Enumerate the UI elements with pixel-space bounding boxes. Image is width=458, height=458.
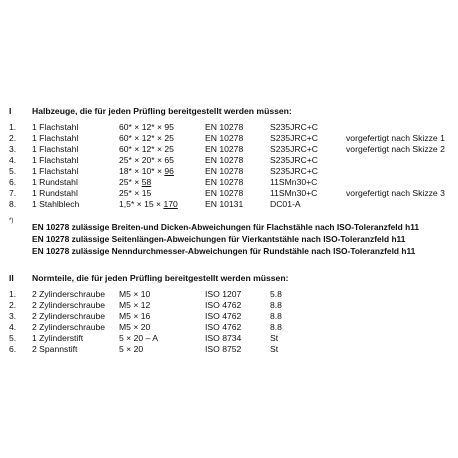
dimension-length: 96 [164, 166, 174, 176]
part-name: 2 Zylinderschraube [32, 311, 106, 321]
dimension-length: 15 [141, 188, 152, 198]
strength-grade: St [270, 333, 279, 343]
item-name: 1 Stahlblech [32, 199, 80, 209]
row-number: 6. [9, 344, 17, 354]
material: S235JRC+C [270, 133, 319, 143]
dimension-cross-section: 1,5* × 15 × [119, 199, 164, 209]
material: 11SMn30+C [270, 188, 318, 198]
norm-standard: EN 10278 [205, 144, 244, 154]
part-name: 1 Zylinderstift [32, 333, 84, 343]
table-row [0, 301, 458, 311]
table-row [0, 178, 458, 188]
item-name: 1 Flachstahl [32, 155, 79, 165]
dimension-length: 95 [164, 122, 174, 132]
dimension-length: 25 [164, 144, 174, 154]
dimension-cross-section: 18* × 10* × [119, 166, 165, 176]
row-number: 8. [9, 199, 17, 209]
norm-standard: ISO 8752 [205, 344, 242, 354]
row-number: 5. [9, 333, 17, 343]
dimension-cross-section: 25* × [119, 188, 142, 198]
remark: vorgefertigt nach Skizze 2 [346, 144, 445, 154]
item-name: 1 Rundstahl [32, 177, 78, 187]
strength-grade: 5.8 [270, 289, 282, 299]
strength-grade: 8.8 [270, 322, 282, 332]
material: S235JRC+C [270, 122, 319, 132]
row-number: 3. [9, 311, 17, 321]
section-1-heading: Halbzeuge, die für jeden Prüfling bereitgestellt werden müssen: [32, 106, 292, 116]
remark: vorgefertigt nach Skizze 3 [346, 188, 445, 198]
footnote-3: EN 10278 zulässige Nenndurchmesser-Abweichungen für Rundstähle nach ISO-Toleranzfeld h11 [32, 246, 416, 256]
row-number: 2. [9, 300, 17, 310]
strength-grade: St [270, 344, 279, 354]
item-name: 1 Flachstahl [32, 133, 79, 143]
dimension-length: 65 [164, 155, 174, 165]
table-row [0, 134, 458, 144]
table-row [0, 290, 458, 300]
dimensions: 5 × 20 [119, 344, 144, 354]
dimension-cross-section: 60* × 12* × [119, 133, 165, 143]
footnote-marker: *) [9, 218, 14, 224]
row-number: 2. [9, 133, 17, 143]
norm-standard: ISO 4762 [205, 322, 242, 332]
footnote-1: EN 10278 zulässige Breiten-und Dicken-Abweichungen für Flachstähle nach ISO-Toleranzfeld h11 [32, 222, 420, 232]
material: S235JRC+C [270, 155, 319, 165]
table-row [0, 189, 458, 199]
table-row [0, 167, 458, 177]
norm-standard: ISO 4762 [205, 300, 242, 310]
row-number: 3. [9, 144, 17, 154]
dimensions [119, 156, 174, 165]
row-number: 5. [9, 166, 17, 176]
material: DC01-A [270, 199, 301, 209]
dimension-cross-section: 25* × 20* × [119, 155, 165, 165]
dimensions [119, 167, 174, 176]
dimension-cross-section: 60* × 12* × [119, 122, 165, 132]
table-row [0, 145, 458, 155]
dimensions: M5 × 16 [119, 311, 151, 321]
norm-standard: EN 10278 [205, 177, 244, 187]
material: S235JRC+C [270, 144, 319, 154]
dimensions: M5 × 10 [119, 289, 151, 299]
norm-standard: EN 10278 [205, 155, 244, 165]
row-number: 1. [9, 289, 17, 299]
norm-standard: ISO 4762 [205, 311, 242, 321]
dimension-cross-section: 25* × [119, 177, 142, 187]
row-number: 4. [9, 322, 17, 332]
norm-standard: EN 10278 [205, 188, 244, 198]
remark: vorgefertigt nach Skizze 1 [346, 133, 445, 143]
table-row [0, 123, 458, 133]
dimension-cross-section: 60* × 12* × [119, 144, 165, 154]
dimension-length: 170 [163, 199, 178, 209]
row-number: 6. [9, 177, 17, 187]
section-2-roman: II [9, 273, 14, 283]
section-1-roman: I [9, 106, 12, 116]
norm-standard: EN 10278 [205, 166, 244, 176]
item-name: 1 Flachstahl [32, 122, 79, 132]
item-name: 1 Flachstahl [32, 166, 79, 176]
dimensions [119, 145, 174, 154]
table-row [0, 334, 458, 344]
dimensions [119, 123, 174, 132]
section-2-heading: Normteile, die für jeden Prüfling bereitgestellt werden müssen: [32, 273, 289, 283]
table-row [0, 312, 458, 322]
part-name: 2 Spannstift [32, 344, 78, 354]
footnote-2: EN 10278 zulässige Seitenlängen-Abweichungen für Vierkantstähle nach ISO-Toleranzfeld h11 [32, 234, 406, 244]
table-row [0, 200, 458, 210]
dimensions [119, 200, 178, 209]
table-row [0, 345, 458, 355]
row-number: 7. [9, 188, 17, 198]
part-name: 2 Zylinderschraube [32, 289, 106, 299]
dimension-length: 25 [164, 133, 174, 143]
dimensions: M5 × 12 [119, 300, 151, 310]
part-name: 2 Zylinderschraube [32, 300, 106, 310]
row-number: 4. [9, 155, 17, 165]
material: 11SMn30+C [270, 177, 318, 187]
table-row [0, 156, 458, 166]
dimensions [119, 178, 151, 187]
item-name: 1 Flachstahl [32, 144, 79, 154]
row-number: 1. [9, 122, 17, 132]
strength-grade: 8.8 [270, 311, 282, 321]
part-name: 2 Zylinderschraube [32, 322, 106, 332]
dimensions [119, 134, 174, 143]
table-row [0, 323, 458, 333]
norm-standard: EN 10278 [205, 133, 244, 143]
material: S235JRC+C [270, 166, 319, 176]
dimension-length: 58 [141, 177, 152, 187]
norm-standard: ISO 1207 [205, 289, 242, 299]
norm-standard: EN 10131 [205, 199, 244, 209]
item-name: 1 Rundstahl [32, 188, 78, 198]
dimensions: M5 × 20 [119, 322, 151, 332]
dimensions: 5 × 20 – A [119, 333, 158, 343]
strength-grade: 8.8 [270, 300, 282, 310]
dimensions [119, 189, 151, 198]
norm-standard: EN 10278 [205, 122, 244, 132]
norm-standard: ISO 8734 [205, 333, 242, 343]
